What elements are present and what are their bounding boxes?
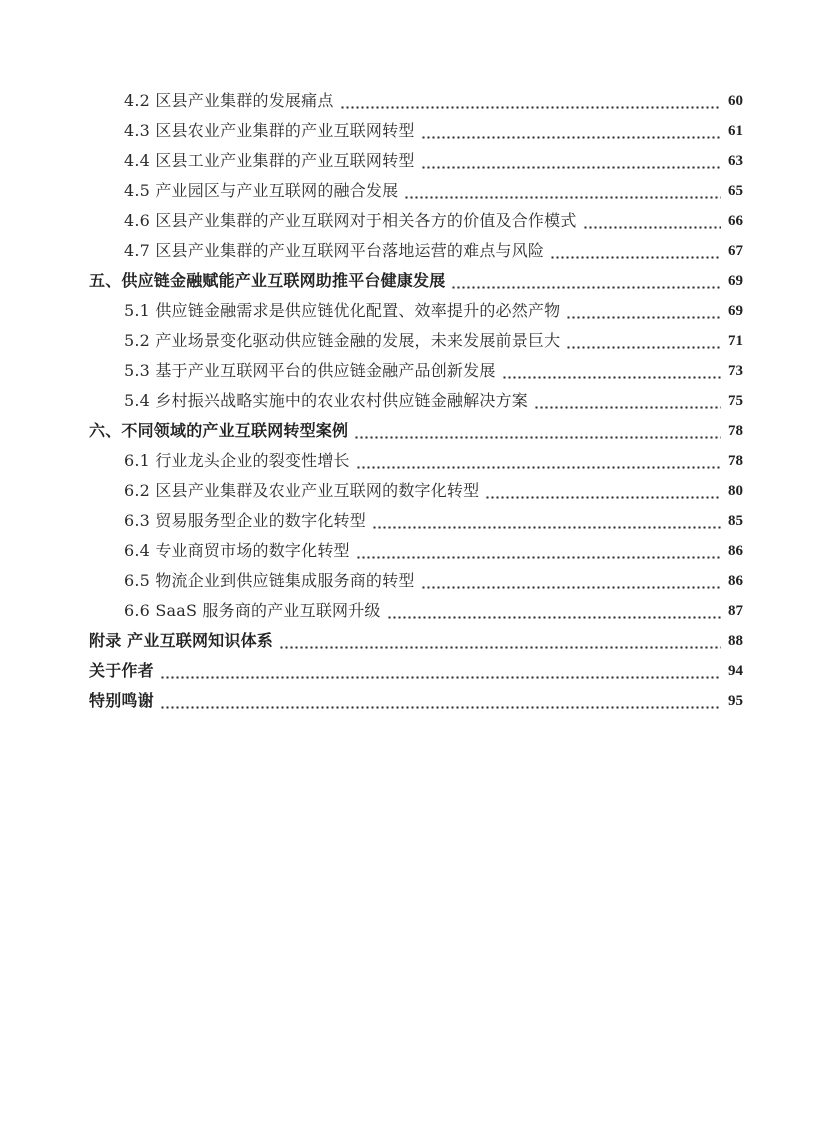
- toc-dot-leader: [566, 296, 721, 326]
- toc-entry-title: 5.1 供应链金融需求是供应链优化配置、效率提升的必然产物: [124, 301, 561, 320]
- toc-dot-leader: [387, 596, 721, 626]
- toc-entry-title: 关于作者: [89, 661, 154, 680]
- toc-section-entry: [0, 326, 832, 356]
- toc-dot-leader: [356, 446, 721, 476]
- toc-section-entry: [0, 386, 832, 416]
- toc-section-entry: [0, 506, 832, 536]
- toc-section-entry: [0, 446, 832, 476]
- toc-dot-leader: [372, 506, 721, 536]
- toc-page-number: 94: [728, 663, 743, 679]
- toc-section-entry: [0, 566, 832, 596]
- toc-page-number: 88: [728, 633, 743, 649]
- toc-page-number: 78: [728, 453, 743, 469]
- toc-dot-leader: [485, 476, 721, 506]
- toc-section-entry: [0, 536, 832, 566]
- toc-entry-title: 5.4 乡村振兴战略实施中的农业农村供应链金融解决方案: [124, 391, 528, 410]
- toc-dot-leader: [160, 686, 721, 716]
- toc-dot-leader: [340, 86, 721, 116]
- toc-dot-leader: [421, 566, 721, 596]
- toc-entry-title: 4.2 区县产业集群的发展痛点: [124, 91, 334, 110]
- toc-page-number: 95: [728, 693, 743, 709]
- toc-page-number: 80: [728, 483, 743, 499]
- toc-dot-leader: [279, 626, 721, 656]
- toc-page-number: 69: [728, 303, 743, 319]
- table-of-contents: [0, 86, 832, 716]
- toc-page-number: 61: [728, 123, 743, 139]
- toc-page-number: 63: [728, 153, 743, 169]
- toc-section-entry: [0, 356, 832, 386]
- toc-chapter-entry: [0, 686, 832, 716]
- toc-dot-leader: [583, 206, 721, 236]
- toc-entry-title: 5.2 产业场景变化驱动供应链金融的发展，未来发展前景巨大: [124, 331, 561, 350]
- toc-section-entry: [0, 146, 832, 176]
- toc-section-entry: [0, 596, 832, 626]
- toc-entry-title: 6.2 区县产业集群及农业产业互联网的数字化转型: [124, 481, 480, 500]
- toc-section-entry: [0, 86, 832, 116]
- toc-dot-leader: [421, 116, 721, 146]
- toc-entry-title: 五、供应链金融赋能产业互联网助推平台健康发展: [89, 271, 446, 290]
- toc-entry-title: 4.5 产业园区与产业互联网的融合发展: [124, 181, 399, 200]
- toc-section-entry: [0, 176, 832, 206]
- toc-dot-leader: [160, 656, 721, 686]
- toc-chapter-entry: [0, 656, 832, 686]
- toc-dot-leader: [356, 536, 721, 566]
- toc-page-number: 66: [728, 213, 743, 229]
- toc-section-entry: [0, 206, 832, 236]
- toc-dot-leader: [354, 416, 721, 446]
- toc-chapter-entry: [0, 626, 832, 656]
- toc-dot-leader: [451, 266, 721, 296]
- toc-dot-leader: [550, 236, 721, 266]
- toc-page-number: 71: [728, 333, 743, 349]
- toc-section-entry: [0, 236, 832, 266]
- toc-page-number: 69: [728, 273, 743, 289]
- toc-dot-leader: [566, 326, 721, 356]
- toc-chapter-entry: [0, 416, 832, 446]
- toc-page-number: 85: [728, 513, 743, 529]
- toc-page-number: 73: [728, 363, 743, 379]
- toc-chapter-entry: [0, 266, 832, 296]
- toc-entry-title: 特别鸣谢: [89, 691, 154, 710]
- toc-entry-title: 6.3 贸易服务型企业的数字化转型: [124, 511, 366, 530]
- toc-entry-title: 5.3 基于产业互联网平台的供应链金融产品创新发展: [124, 361, 496, 380]
- toc-page-number: 65: [728, 183, 743, 199]
- toc-entry-title: 4.3 区县农业产业集群的产业互联网转型: [124, 121, 415, 140]
- toc-page-number: 78: [728, 423, 743, 439]
- toc-dot-leader: [534, 386, 721, 416]
- toc-entry-title: 6.5 物流企业到供应链集成服务商的转型: [124, 571, 415, 590]
- toc-entry-title: 4.4 区县工业产业集群的产业互联网转型: [124, 151, 415, 170]
- toc-entry-title: 6.6 SaaS 服务商的产业互联网升级: [124, 601, 381, 620]
- toc-dot-leader: [502, 356, 721, 386]
- toc-dot-leader: [404, 176, 721, 206]
- toc-entry-title: 4.6 区县产业集群的产业互联网对于相关各方的价值及合作模式: [124, 211, 577, 230]
- toc-entry-title: 六、不同领域的产业互联网转型案例: [89, 421, 349, 440]
- toc-page-number: 86: [728, 573, 743, 589]
- toc-dot-leader: [421, 146, 721, 176]
- toc-page-number: 60: [728, 93, 743, 109]
- toc-page-number: 87: [728, 603, 743, 619]
- toc-page-number: 86: [728, 543, 743, 559]
- toc-section-entry: [0, 476, 832, 506]
- toc-entry-title: 4.7 区县产业集群的产业互联网平台落地运营的难点与风险: [124, 241, 545, 260]
- toc-entry-title: 6.4 专业商贸市场的数字化转型: [124, 541, 350, 560]
- toc-section-entry: [0, 116, 832, 146]
- toc-entry-title: 附录 产业互联网知识体系: [89, 631, 273, 650]
- toc-page-number: 67: [728, 243, 743, 259]
- toc-section-entry: [0, 296, 832, 326]
- toc-entry-title: 6.1 行业龙头企业的裂变性增长: [124, 451, 350, 470]
- toc-page-number: 75: [728, 393, 743, 409]
